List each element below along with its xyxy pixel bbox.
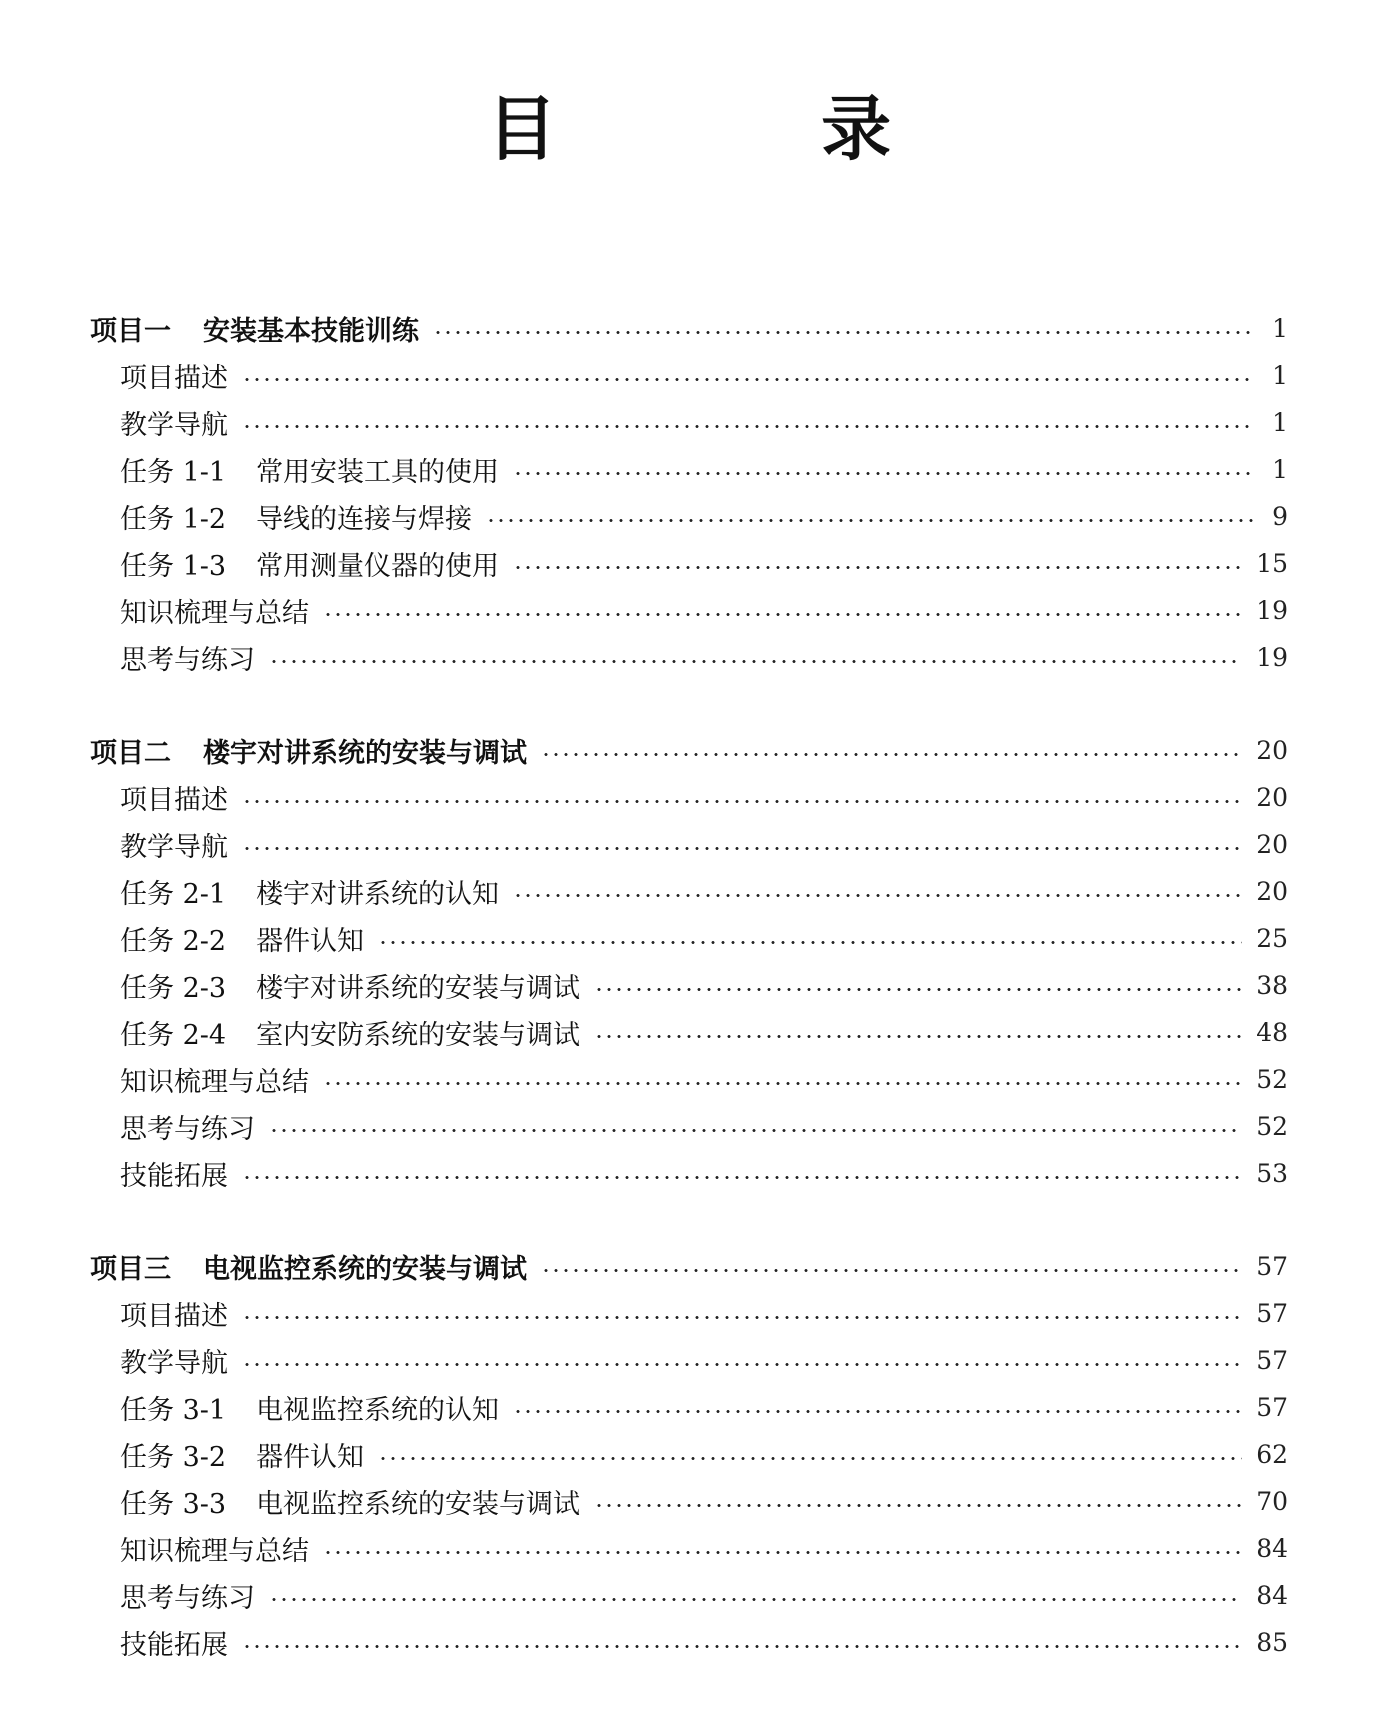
dot-leader (323, 1082, 1242, 1085)
page-number: 52 (1256, 1065, 1288, 1094)
entry-number: 任务 3-1 (120, 1395, 227, 1426)
dot-leader (242, 1645, 1242, 1648)
dot-leader (541, 1269, 1242, 1272)
toc-section (90, 305, 1288, 681)
entry-label (120, 1482, 580, 1521)
toc-entry[interactable] (90, 1619, 1288, 1666)
entry-label (120, 1576, 255, 1615)
entry-number: 任务 2-1 (120, 879, 227, 910)
page-number: 84 (1256, 1534, 1288, 1563)
dot-leader (594, 1035, 1242, 1038)
entry-label (120, 872, 499, 911)
entry-number: 任务 2-3 (120, 973, 227, 1004)
dot-leader (513, 472, 1254, 475)
toc-entry[interactable] (90, 1572, 1288, 1619)
page-number: 85 (1256, 1628, 1288, 1657)
page-number: 20 (1256, 830, 1288, 859)
dot-leader (242, 1176, 1242, 1179)
dot-leader (378, 1457, 1242, 1460)
toc-project-heading[interactable] (90, 305, 1288, 352)
toc-section (90, 727, 1288, 1197)
entry-label (120, 497, 472, 536)
entry-number: 任务 3-3 (120, 1489, 227, 1520)
entry-title: 楼宇对讲系统的安装与调试 (203, 738, 527, 769)
entry-title: 电视监控系统的安装与调试 (256, 1489, 581, 1520)
entry-label (120, 1388, 499, 1427)
toc-entry[interactable] (90, 774, 1288, 821)
toc-entry[interactable] (90, 493, 1288, 540)
entry-title: 室内安防系统的安装与调试 (256, 1020, 581, 1051)
entry-title: 教学导航 (120, 1348, 228, 1379)
page-title: 目 录 (486, 88, 1012, 170)
entry-label (120, 1623, 228, 1662)
toc-entry[interactable] (90, 1150, 1288, 1197)
page-number: 52 (1256, 1112, 1288, 1141)
dot-leader (242, 425, 1254, 428)
page-number: 1 (1272, 314, 1288, 343)
dot-leader (242, 847, 1242, 850)
entry-title: 楼宇对讲系统的认知 (256, 879, 500, 910)
toc-entry[interactable] (90, 540, 1288, 587)
toc-entry[interactable] (90, 915, 1288, 962)
entry-title: 教学导航 (120, 832, 228, 863)
page-number: 53 (1256, 1159, 1288, 1188)
toc-entry[interactable] (90, 1056, 1288, 1103)
toc-entry[interactable] (90, 1478, 1288, 1525)
toc-entry[interactable] (90, 1103, 1288, 1150)
page-number: 62 (1256, 1440, 1288, 1469)
toc-entry[interactable] (90, 446, 1288, 493)
page-number: 84 (1256, 1581, 1288, 1610)
toc-entry[interactable] (90, 962, 1288, 1009)
toc-entry[interactable] (90, 1290, 1288, 1337)
page-number: 9 (1272, 502, 1288, 531)
entry-label (120, 1341, 228, 1380)
entry-number: 任务 2-2 (120, 926, 227, 957)
entry-title: 知识梳理与总结 (120, 1067, 309, 1098)
toc-entry[interactable] (90, 1431, 1288, 1478)
entry-title: 电视监控系统的安装与调试 (203, 1254, 527, 1285)
entry-number: 项目三 (90, 1254, 171, 1285)
page-number: 1 (1272, 408, 1288, 437)
toc-entry[interactable] (90, 352, 1288, 399)
toc-entry[interactable] (90, 1337, 1288, 1384)
page-number: 57 (1256, 1393, 1288, 1422)
entry-title: 思考与练习 (120, 1583, 255, 1614)
toc-entry[interactable] (90, 1384, 1288, 1431)
dot-leader (269, 1598, 1242, 1601)
entry-label (120, 450, 499, 489)
entry-label (120, 1294, 228, 1333)
entry-label (120, 778, 228, 817)
entry-title: 思考与练习 (120, 645, 255, 676)
entry-label (120, 1529, 309, 1568)
dot-leader (242, 378, 1254, 381)
entry-title: 常用安装工具的使用 (256, 457, 500, 488)
entry-title: 导线的连接与焊接 (256, 504, 473, 535)
toc-project-heading[interactable] (90, 1243, 1288, 1290)
entry-label (120, 638, 255, 677)
entry-label (120, 544, 499, 583)
entry-title: 技能拓展 (120, 1161, 228, 1192)
entry-label (90, 731, 527, 770)
entry-title: 项目描述 (120, 785, 228, 816)
dot-leader (378, 941, 1242, 944)
entry-number: 项目一 (90, 316, 171, 347)
entry-label (120, 1154, 228, 1193)
toc-section (90, 1243, 1288, 1666)
page-number: 38 (1256, 971, 1288, 1000)
page-number: 1 (1272, 361, 1288, 390)
entry-label (90, 1247, 527, 1286)
entry-title: 技能拓展 (120, 1630, 228, 1661)
toc-entry[interactable] (90, 868, 1288, 915)
toc-entry[interactable] (90, 1009, 1288, 1056)
entry-title: 器件认知 (256, 1442, 365, 1473)
entry-title: 电视监控系统的认知 (256, 1395, 500, 1426)
entry-title: 项目描述 (120, 1301, 228, 1332)
dot-leader (242, 1316, 1242, 1319)
entry-number: 项目二 (90, 738, 171, 769)
dot-leader (269, 1129, 1242, 1132)
entry-label (120, 1435, 364, 1474)
page-number: 25 (1256, 924, 1288, 953)
entry-number: 任务 1-2 (120, 504, 227, 535)
entry-title: 器件认知 (256, 926, 365, 957)
entry-title: 项目描述 (120, 363, 228, 394)
entry-label (90, 309, 419, 348)
dot-leader (541, 753, 1242, 756)
page-number: 57 (1256, 1346, 1288, 1375)
toc-entry[interactable] (90, 587, 1288, 634)
entry-number: 任务 2-4 (120, 1020, 227, 1051)
entry-label (120, 1107, 255, 1146)
dot-leader (513, 566, 1242, 569)
dot-leader (269, 660, 1242, 663)
table-of-contents (90, 305, 1288, 1712)
page-number: 57 (1256, 1252, 1288, 1281)
page-number: 20 (1256, 877, 1288, 906)
page-number: 19 (1256, 596, 1288, 625)
page-number: 15 (1256, 549, 1288, 578)
entry-number: 任务 1-1 (120, 457, 227, 488)
entry-label (120, 825, 228, 864)
dot-leader (242, 1363, 1242, 1366)
dot-leader (323, 1551, 1242, 1554)
entry-label (120, 403, 228, 442)
page-number: 1 (1272, 455, 1288, 484)
dot-leader (513, 894, 1242, 897)
entry-title: 教学导航 (120, 410, 228, 441)
toc-entry[interactable] (90, 399, 1288, 446)
entry-title: 知识梳理与总结 (120, 1536, 309, 1567)
page-number: 70 (1256, 1487, 1288, 1516)
entry-title: 常用测量仪器的使用 (256, 551, 500, 582)
toc-entry[interactable] (90, 1525, 1288, 1572)
dot-leader (594, 1504, 1242, 1507)
dot-leader (513, 1410, 1242, 1413)
dot-leader (486, 519, 1254, 522)
page-number: 19 (1256, 643, 1288, 672)
dot-leader (242, 800, 1242, 803)
entry-label (120, 356, 228, 395)
entry-number: 任务 1-3 (120, 551, 227, 582)
entry-title: 楼宇对讲系统的安装与调试 (256, 973, 581, 1004)
entry-number: 任务 3-2 (120, 1442, 227, 1473)
dot-leader (433, 331, 1254, 334)
entry-label (120, 591, 309, 630)
toc-project-heading[interactable] (90, 727, 1288, 774)
entry-label (120, 966, 580, 1005)
entry-label (120, 1013, 580, 1052)
entry-label (120, 919, 364, 958)
dot-leader (594, 988, 1242, 991)
entry-title: 知识梳理与总结 (120, 598, 309, 629)
page-number: 57 (1256, 1299, 1288, 1328)
toc-entry[interactable] (90, 634, 1288, 681)
page-number: 20 (1256, 736, 1288, 765)
page-number: 48 (1256, 1018, 1288, 1047)
page-number: 20 (1256, 783, 1288, 812)
toc-entry[interactable] (90, 821, 1288, 868)
entry-title: 思考与练习 (120, 1114, 255, 1145)
entry-title: 安装基本技能训练 (203, 316, 419, 347)
entry-label (120, 1060, 309, 1099)
dot-leader (323, 613, 1242, 616)
